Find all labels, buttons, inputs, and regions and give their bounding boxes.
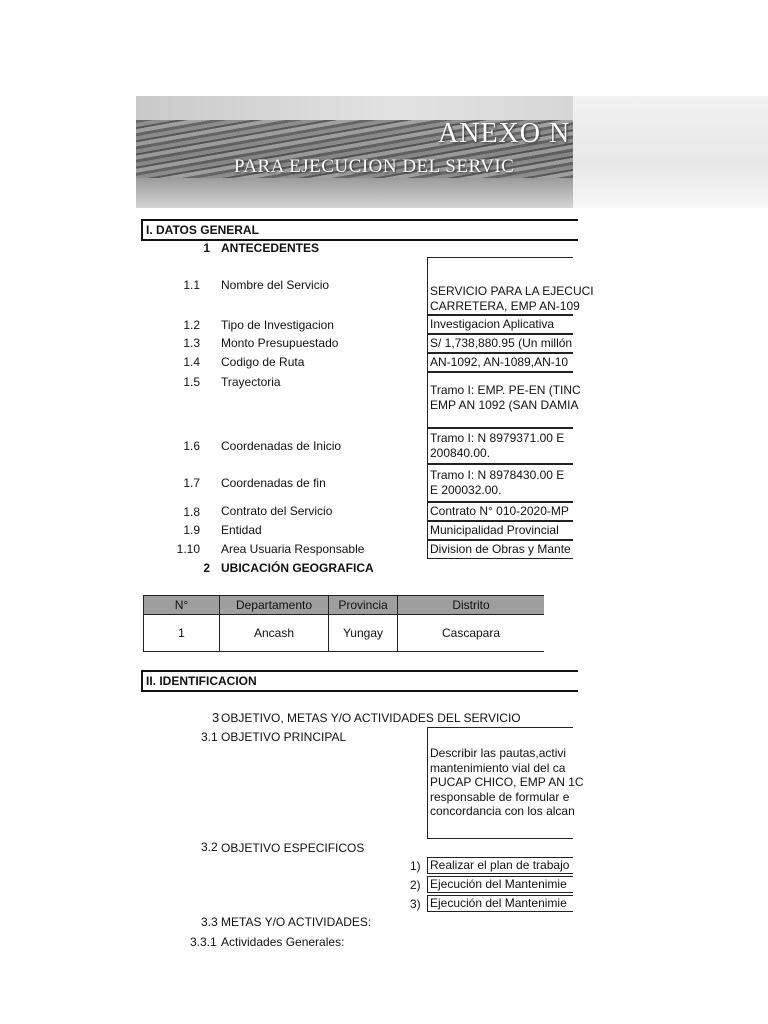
section-identificacion: II. IDENTIFICACION [141, 670, 578, 692]
value-monto [427, 334, 573, 353]
value-line: AN-1092, AN-1089,AN-10 [430, 355, 569, 369]
sub-num: 3.1 [201, 730, 218, 744]
value-coord-inicio [427, 428, 573, 464]
objective-line: PUCAP CHICO, EMP AN 1C [430, 775, 584, 789]
cell-num: 1 [144, 615, 220, 652]
header-banner [136, 96, 573, 208]
item-num: 1.8 [183, 505, 200, 519]
heading-num: 1 [203, 241, 210, 255]
value-coord-fin [427, 464, 573, 502]
sub-metas-actividades: METAS Y/O ACTIVIDADES: [221, 915, 372, 929]
banner-title: ANEXO N [438, 118, 571, 149]
item-label: Monto Presupuestado [221, 336, 339, 350]
item-num: 1.5 [183, 375, 200, 389]
value-area-usuaria [427, 540, 573, 559]
heading-antecedentes: ANTECEDENTES [221, 241, 320, 255]
table-row [144, 615, 545, 652]
item-label: Area Usuaria Responsable [221, 542, 365, 556]
value-contrato [427, 502, 573, 521]
banner-fade [573, 96, 768, 208]
sub-objetivo-principal: OBJETIVO PRINCIPAL [221, 730, 347, 744]
value-line: SERVICIO PARA LA EJECUCI [430, 284, 594, 298]
item-num: 1.3 [183, 336, 200, 350]
item-label: Tipo de Investigacion [221, 318, 334, 332]
value-line: 200840.00. [430, 446, 491, 460]
value-line: Contrato N° 010-2020-MP [430, 504, 569, 518]
item-num: 1.2 [183, 318, 200, 332]
item-label: Nombre del Servicio [221, 278, 330, 292]
objective-box [427, 727, 584, 839]
value-line: Division de Obras y Mante [430, 542, 571, 556]
item-label: Coordenadas de Inicio [221, 439, 342, 453]
value-line: Tramo I: N 8978430.00 E [430, 468, 565, 482]
sub-objetivo-especificos: OBJETIVO ESPECIFICOS [221, 841, 365, 855]
value-line: Tramo I: N 8979371.00 E [430, 431, 565, 445]
cell-distrito: Cascapara [398, 615, 545, 652]
col-header-num: N° [144, 596, 220, 615]
sub-num: 3.3.1 [190, 935, 217, 949]
value-line: Municipalidad Provincial [430, 523, 559, 537]
sub-actividades-generales: Actividades Generales: [221, 935, 345, 949]
heading-num: 2 [203, 561, 210, 575]
item-num: 1.1 [183, 278, 200, 292]
heading-objetivo-metas: OBJETIVO, METAS Y/O ACTIVIDADES DEL SERVICIO [221, 711, 521, 725]
item-label: Trayectoria [221, 375, 281, 389]
value-line: Tramo I: EMP. PE-EN (TINC [430, 383, 581, 397]
objective-line: Describir las pautas,activi [430, 746, 567, 760]
sub-num: 3.3 [201, 915, 218, 929]
sub-num: 3.2 [201, 840, 218, 854]
item-num: 1.7 [183, 476, 200, 490]
objective-line: concordancia con los alcan [430, 804, 575, 818]
banner-subtitle: PARA EJECUCION DEL SERVIC [234, 156, 515, 177]
value-tipo-investigacion [427, 315, 573, 334]
specific-objective: Ejecución del Mantenimie [427, 876, 573, 893]
value-line: Investigacion Aplicativa [430, 317, 555, 331]
value-nombre-servicio [427, 257, 594, 315]
specific-objective: Ejecución del Mantenimie [427, 895, 573, 912]
heading-ubicacion: UBICACIÓN GEOGRAFICA [221, 561, 374, 575]
value-entidad [427, 521, 573, 540]
value-line: E 200032.00. [430, 483, 502, 497]
col-header-departamento: Departamento [220, 596, 329, 615]
cell-departamento: Ancash [220, 615, 329, 652]
item-num: 1.6 [183, 439, 200, 453]
col-header-distrito: Distrito [398, 596, 545, 615]
value-codigo-ruta [427, 353, 573, 372]
item-num: 1.10 [176, 542, 200, 556]
item-num: 1.4 [183, 355, 200, 369]
table-header-row [144, 596, 545, 615]
banner-sky [136, 96, 573, 120]
value-line: S/ 1,738,880.95 (Un millón [430, 336, 573, 350]
specific-num: 2) [410, 878, 421, 892]
specific-num: 1) [410, 859, 421, 873]
value-line: CARRETERA, EMP AN-109 [430, 299, 580, 313]
value-trayectoria [427, 372, 581, 428]
location-table [143, 595, 544, 652]
heading-num: 3 [212, 710, 220, 725]
cell-provincia: Yungay [329, 615, 398, 652]
objective-line: mantenimiento vial del ca [430, 760, 566, 775]
objective-line: responsable de formular e [430, 789, 570, 804]
banner-shore [136, 178, 573, 208]
specific-num: 3) [410, 897, 421, 911]
col-header-provincia: Provincia [329, 596, 398, 615]
item-label: Coordenadas de fin [221, 476, 326, 490]
specific-objective: Realizar el plan de trabajo [427, 857, 573, 874]
item-num: 1.9 [183, 523, 200, 537]
item-label: Entidad [221, 523, 262, 537]
item-label: Codigo de Ruta [221, 355, 305, 369]
section-datos-general: I. DATOS GENERAL [141, 219, 578, 241]
item-label: Contrato del Servicio [221, 504, 333, 518]
value-line: EMP AN 1092 (SAN DAMIA [430, 398, 579, 412]
